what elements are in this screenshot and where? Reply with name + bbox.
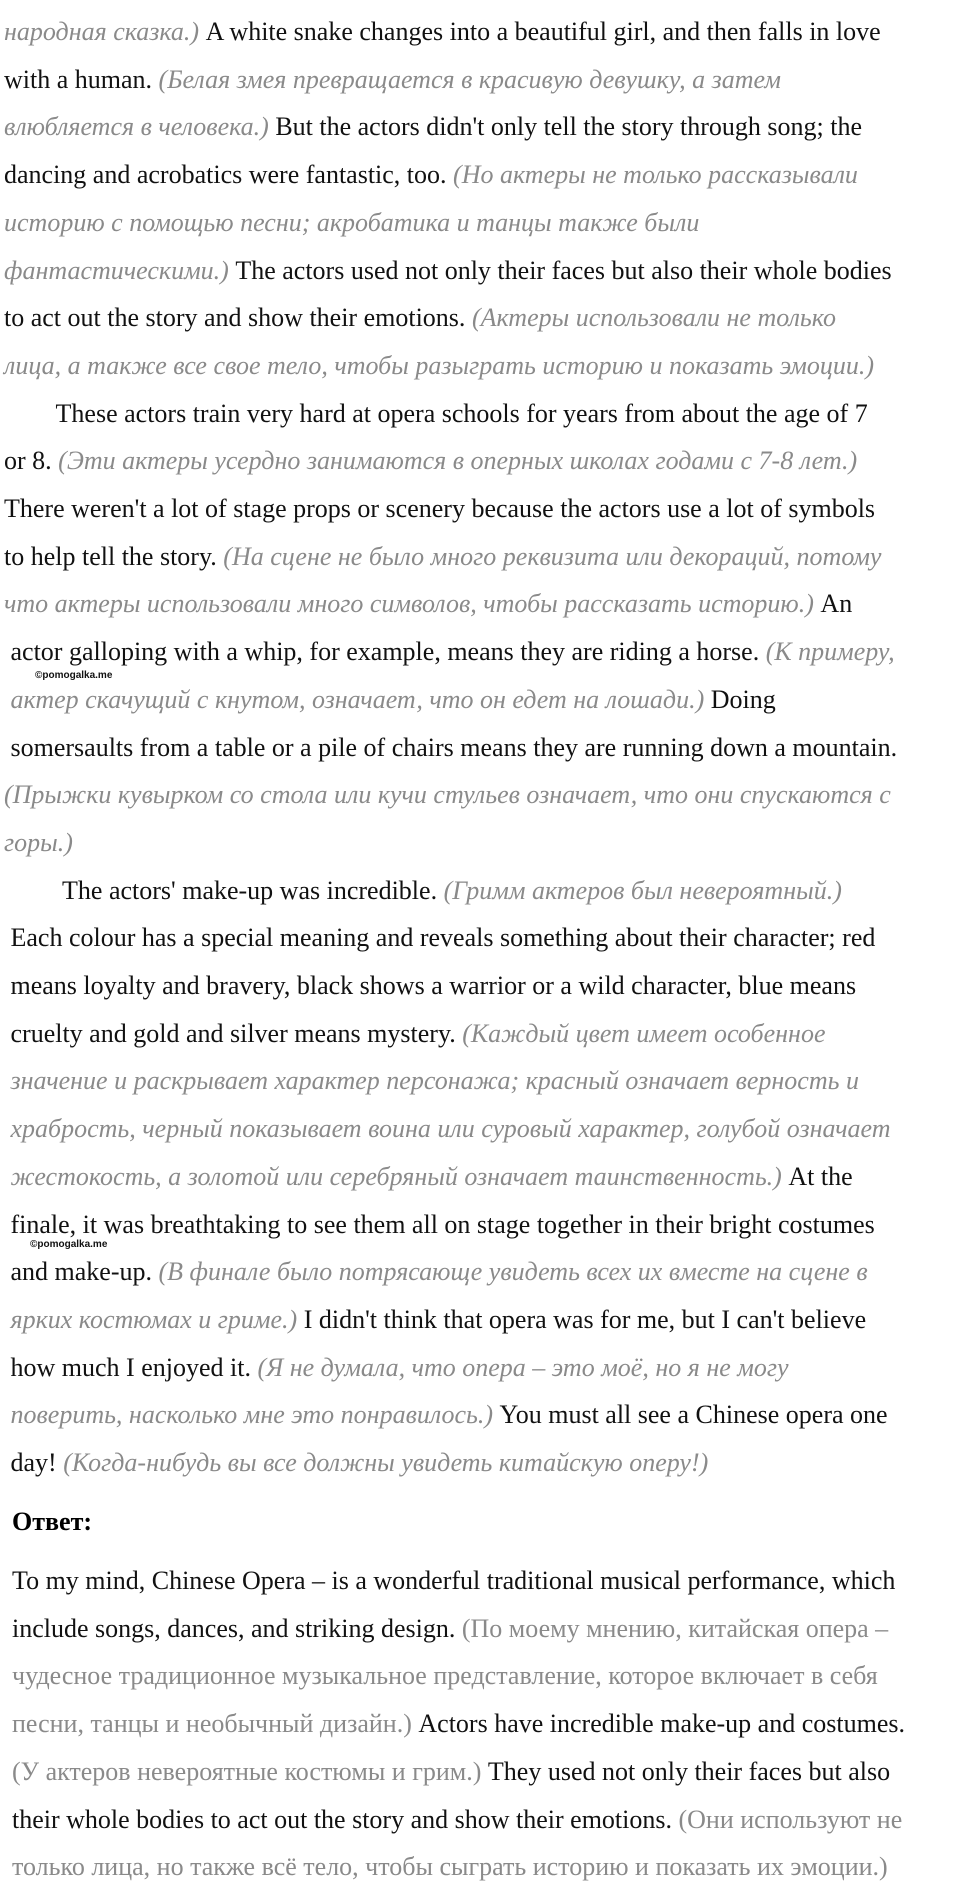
text-line: [12, 1557, 895, 1605]
text-line: [4, 1010, 826, 1058]
russian-translation: лица, а также все свое тело, чтобы разыграть историю и показать эмоции.): [4, 350, 874, 380]
text-line: [4, 580, 852, 628]
text-line: [4, 628, 895, 676]
russian-translation: актер скачущий с кнутом, означает, что он едет на лошади.): [4, 684, 705, 714]
russian-translation: влюбляется в человека.): [4, 112, 269, 142]
text-line: [4, 342, 874, 390]
answer-heading: Ответ:: [12, 1507, 93, 1536]
english-text: They used not only their faces but also: [481, 1756, 891, 1786]
english-text: how much I enjoyed it.: [4, 1352, 258, 1382]
russian-translation: храбрость, черный показывает воина или суровый характер, голубой означает: [4, 1114, 891, 1144]
english-text: Doing: [704, 684, 776, 714]
russian-translation: что актеры использовали много символов, чтобы рассказать историю.): [4, 589, 814, 619]
russian-translation: (У актеров невероятные костюмы и грим.): [12, 1756, 482, 1786]
english-text: An: [813, 589, 853, 619]
english-text: cruelty and gold and silver means mystery.: [4, 1018, 463, 1048]
russian-translation: ярких костюмах и гриме.): [4, 1304, 298, 1334]
russian-translation: (Прыжки кувырком со стола или кучи стульев означает, что они спускаются с: [4, 780, 891, 810]
english-text: somersaults from a table or a pile of chairs means they are running down a mountain.: [4, 732, 898, 762]
russian-translation: историю с помощью песни; акробатика и танцы также были: [4, 207, 700, 237]
russian-translation: значение и раскрывает характер персонажа; красный означает верность и: [4, 1066, 859, 1096]
text-line: [4, 294, 836, 342]
text-line: [12, 1605, 888, 1653]
text-line: [4, 199, 699, 247]
english-text: The actors used not only their faces but also their whole bodies: [228, 255, 892, 285]
text-line: [4, 771, 891, 819]
russian-translation: (Белая змея превращается в красивую девушку, а затем: [158, 64, 781, 94]
text-line: [12, 1748, 890, 1796]
text-line: [4, 962, 856, 1010]
russian-translation: (Каждый цвет имеет особенное: [462, 1018, 826, 1048]
text-line: [4, 867, 842, 915]
text-line: [4, 390, 868, 438]
russian-translation: (Актеры использовали не только: [471, 303, 836, 333]
english-text: Each colour has a special meaning and reveals something about their character; red: [4, 923, 876, 953]
russian-translation: народная сказка.): [4, 17, 200, 46]
russian-translation: (Но актеры не только рассказывали: [453, 160, 858, 190]
english-text: dancing and acrobatics were fantastic, too.: [4, 160, 454, 190]
text-line: [4, 1391, 888, 1439]
english-text: The actors' make-up was incredible.: [4, 875, 444, 905]
russian-translation: (Они используют не: [678, 1804, 903, 1834]
english-text: I didn't think that opera was for me, but I can't believe: [297, 1304, 867, 1334]
text-line: [4, 103, 862, 151]
text-line: [4, 819, 73, 867]
russian-translation: чудесное традиционное музыкальное представление, которое включает в себя: [12, 1661, 878, 1691]
text-line: [4, 56, 781, 104]
english-text: and make-up.: [4, 1257, 159, 1287]
english-text: But the actors didn't only tell the story through song; the: [268, 112, 863, 142]
text-line: [4, 724, 897, 772]
english-text: means loyalty and bravery, black shows a warrior or a wild character, blue means: [4, 971, 857, 1000]
english-text: their whole bodies to act out the story and show their emotions.: [12, 1804, 679, 1834]
russian-translation: (Когда-нибудь вы все должны увидеть китайскую оперу!): [63, 1448, 709, 1477]
text-line: [12, 1796, 902, 1844]
text-line: [12, 1700, 905, 1748]
russian-translation: жестокость, а золотой или серебряный означает таинственность.): [4, 1161, 782, 1191]
russian-translation: (В финале было потрясающе увидеть всех их вместе на сцене в: [158, 1257, 868, 1287]
text-line: [12, 1652, 878, 1700]
russian-translation: (К примеру,: [765, 637, 895, 667]
text-line: [4, 1201, 875, 1249]
english-text: Actors have incredible make-up and costumes.: [411, 1709, 905, 1739]
english-text: There weren't a lot of stage props or scenery because the actors use a lot of symbols: [4, 494, 876, 523]
russian-translation: (Эти актеры усердно занимаются в оперных школах годами с 7-8 лет.): [58, 446, 858, 476]
english-text: At the: [781, 1161, 853, 1191]
russian-translation: только лица, но также всё тело, чтобы сыграть историю и показать их эмоции.): [12, 1852, 888, 1882]
text-line: [4, 533, 881, 581]
text-line: [4, 914, 875, 962]
english-text: with a human.: [4, 64, 159, 94]
watermark: ©pomogalka.me: [35, 670, 113, 681]
text-line: [4, 247, 892, 295]
text-line: [4, 8, 881, 56]
watermark: ©pomogalka.me: [30, 1239, 108, 1250]
english-text: to help tell the story.: [4, 541, 224, 571]
text-line: [4, 1105, 891, 1153]
russian-translation: песни, танцы и необычный дизайн.): [12, 1709, 412, 1739]
english-text: or 8.: [4, 446, 59, 476]
text-line: [4, 1439, 708, 1487]
russian-translation: горы.): [4, 827, 73, 857]
text-line: [4, 1057, 859, 1105]
russian-translation: (Гримм актеров был невероятный.): [443, 875, 842, 905]
text-line: [4, 151, 858, 199]
russian-translation: (На сцене не было много реквизита или декораций, потому: [223, 541, 882, 571]
english-text: To my mind, Chinese Opera – is a wonderful traditional musical performance, which: [12, 1566, 896, 1595]
russian-translation: (Я не думала, что опера – это моё, но я не могу: [257, 1352, 789, 1382]
text-line: [4, 676, 776, 724]
text-line: [4, 485, 875, 533]
english-text: These actors train very hard at opera schools for years from about the age of 7: [4, 398, 868, 428]
english-text: finale, it was breathtaking to see them all on stage together in their bright costumes: [4, 1209, 875, 1239]
english-text: include songs, dances, and striking design.: [12, 1613, 462, 1643]
text-line: [4, 437, 857, 485]
text-line: [4, 1248, 868, 1296]
text-line: [4, 1344, 789, 1392]
english-text: actor galloping with a whip, for example, means they are riding a horse.: [4, 637, 766, 667]
english-text: You must all see a Chinese opera one: [493, 1400, 888, 1430]
russian-translation: фантастическими.): [4, 255, 229, 285]
russian-translation: поверить, насколько мне это понравилось.): [4, 1400, 494, 1430]
russian-translation: (По моему мнению, китайская опера –: [461, 1613, 889, 1643]
english-text: day!: [4, 1448, 64, 1477]
english-text: A white snake changes into a beautiful girl, and then falls in love: [199, 17, 881, 46]
text-line: [4, 1153, 853, 1201]
text-line: [4, 1296, 866, 1344]
english-text: to act out the story and show their emotions.: [4, 303, 472, 333]
